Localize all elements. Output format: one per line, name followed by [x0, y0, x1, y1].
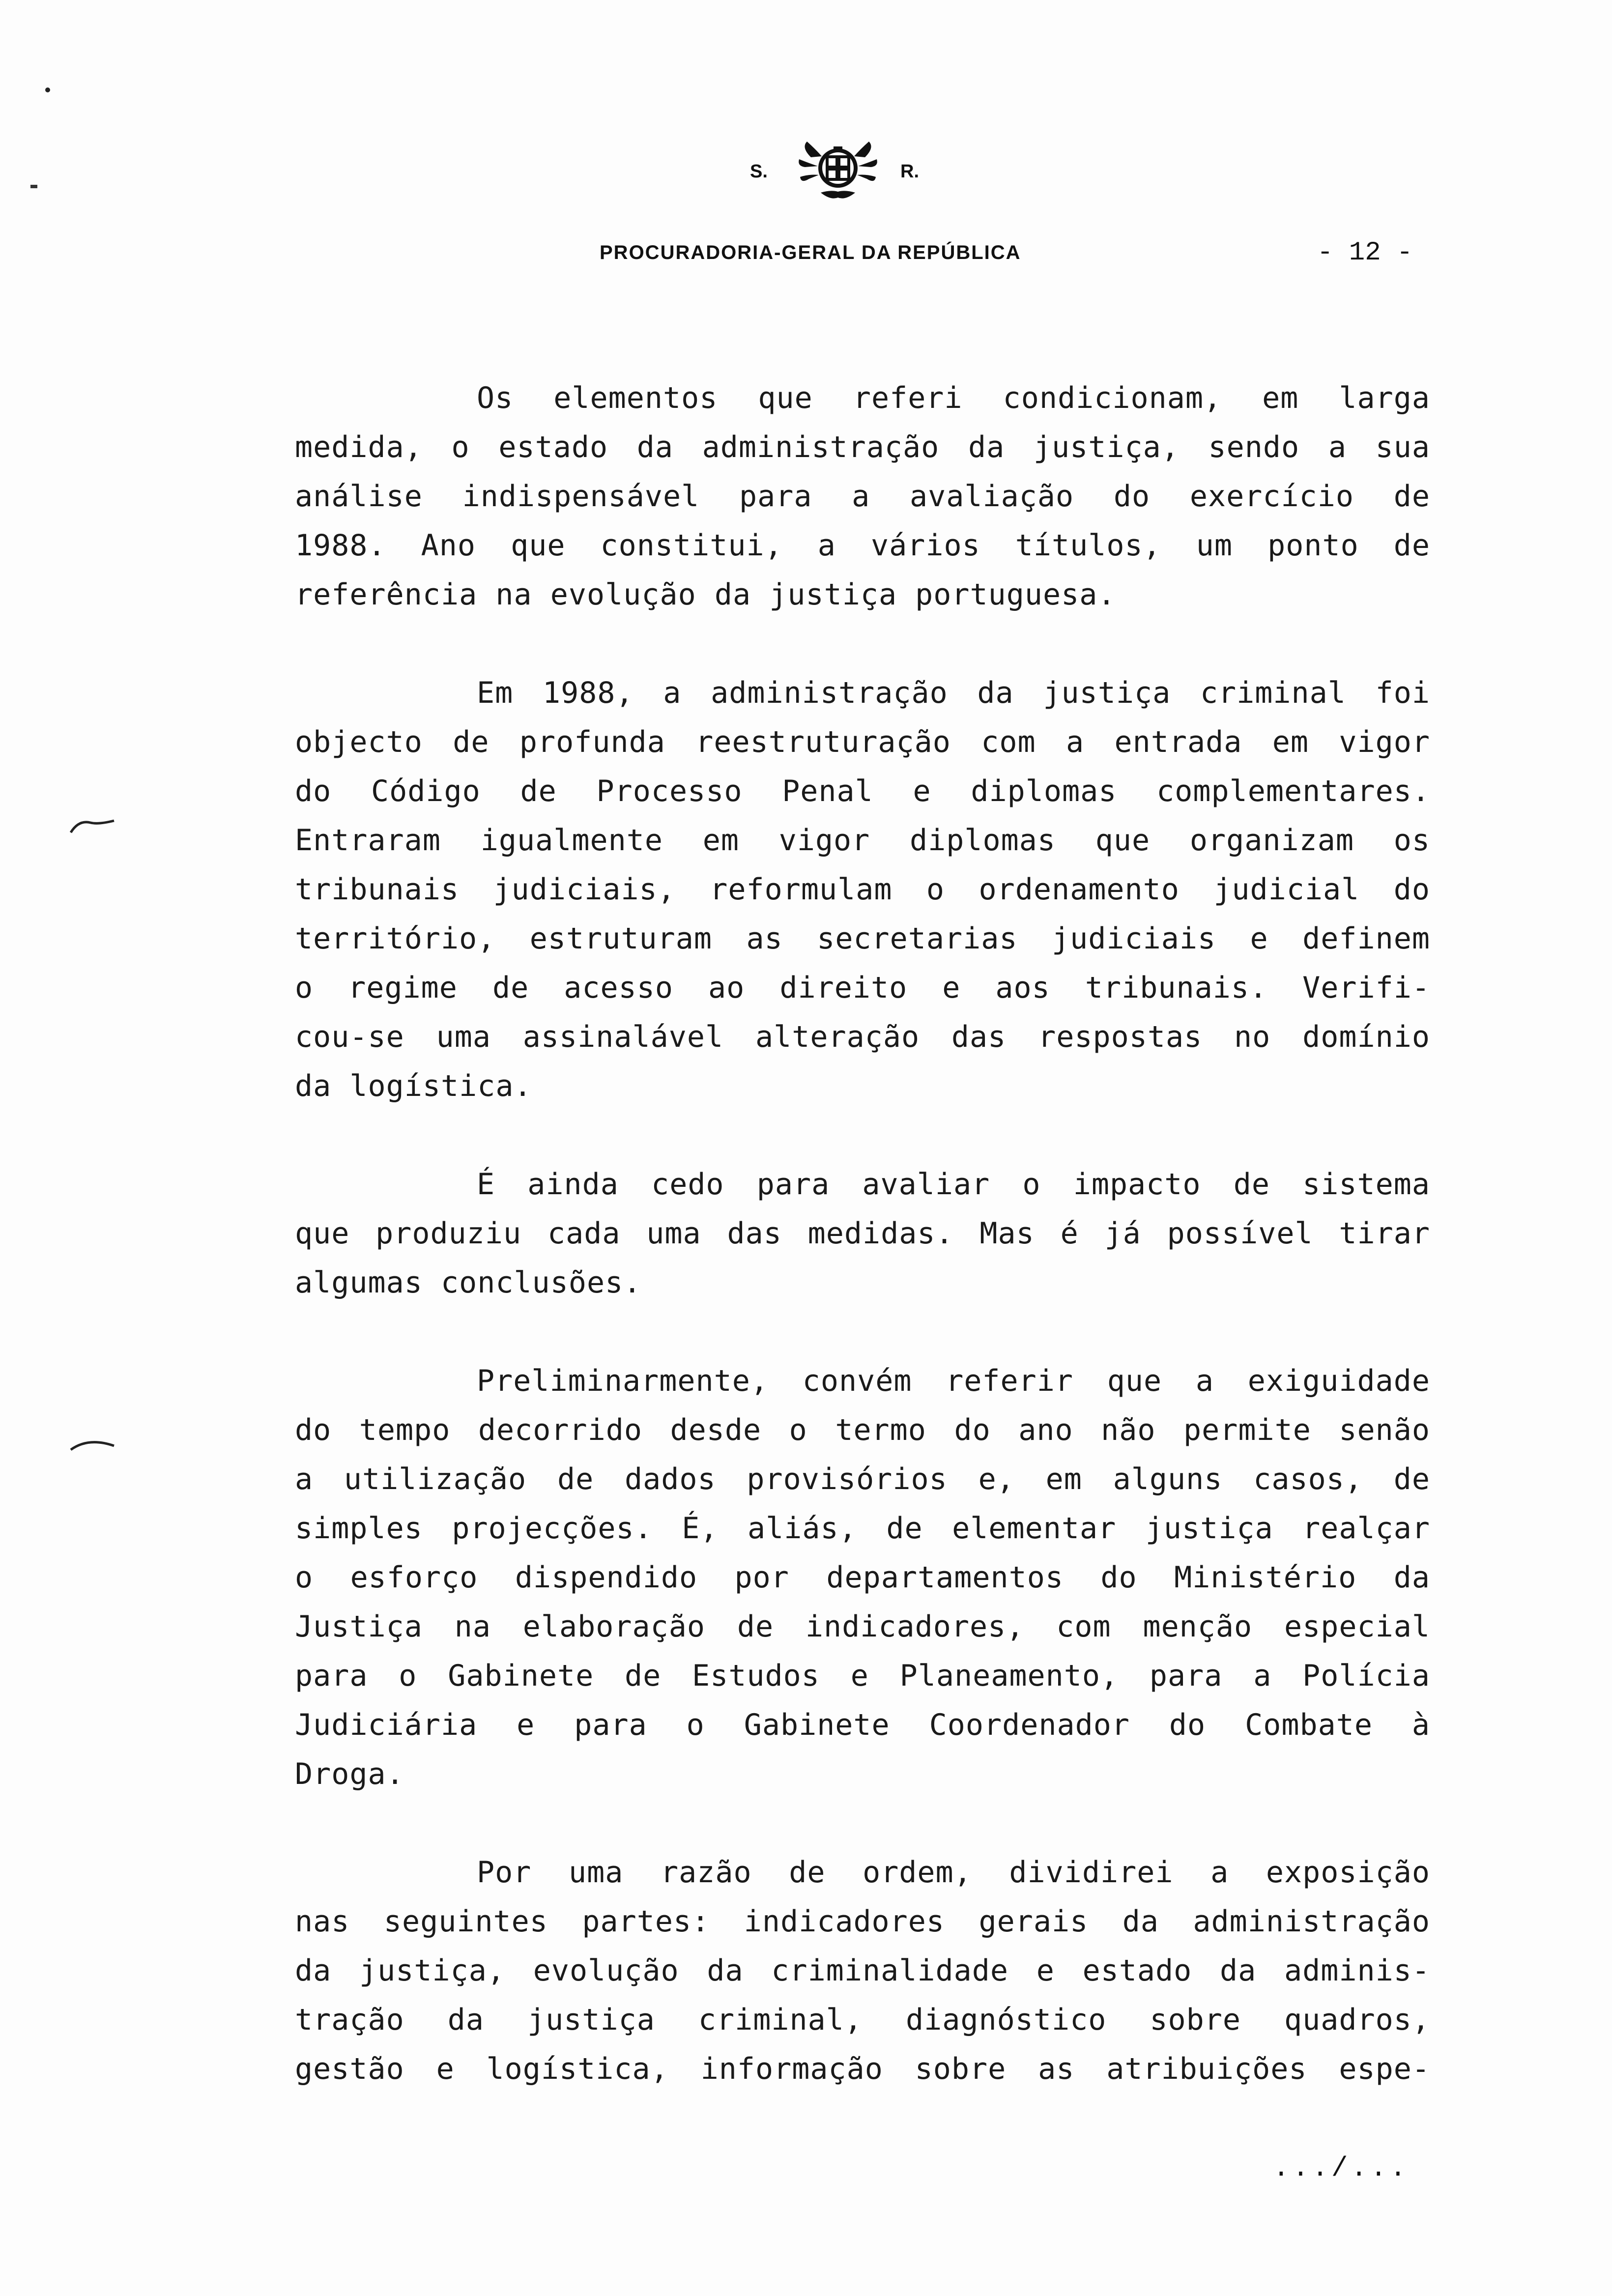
- paragraph-3: [295, 1160, 1430, 1307]
- text-line: algumas conclusões.: [295, 1265, 642, 1300]
- text-line: que produziu cada uma das medidas. Mas é já possível tirar: [295, 1216, 1430, 1251]
- text-line: do tempo decorrido desde o termo do ano não permite senão: [295, 1413, 1430, 1447]
- text-line: referência na evolução da justiça portuguesa.: [295, 577, 1116, 612]
- text-line: É ainda cedo para avaliar o impacto de sistema: [477, 1167, 1430, 1202]
- text-line: o esforço dispendido por departamentos do Ministério da: [295, 1560, 1430, 1595]
- continuation-marker: .../...: [1273, 2152, 1410, 2184]
- margin-mark-2: [69, 1435, 118, 1455]
- text-line: da logística.: [295, 1069, 532, 1103]
- text-line: tribunais judiciais, reformulam o ordenamento judicial do: [295, 872, 1430, 907]
- text-line: Droga.: [295, 1757, 404, 1791]
- text-line: objecto de profunda reestruturação com a entrada em vigor: [295, 725, 1430, 759]
- text-line: nas seguintes partes: indicadores gerais da administração: [295, 1904, 1430, 1939]
- letterhead-s: S.: [750, 161, 768, 182]
- text-line: 1988. Ano que constitui, a vários títulos, um ponto de: [295, 528, 1430, 563]
- text-line: cou-se uma assinalável alteração das respostas no domínio: [295, 1020, 1430, 1054]
- paragraph-1: [295, 373, 1430, 619]
- text-line: Judiciária e para o Gabinete Coordenador do Combate à: [295, 1708, 1430, 1742]
- text-line: Preliminarmente, convém referir que a exiguidade: [477, 1364, 1430, 1398]
- scan-dash: [30, 185, 37, 188]
- letterhead: [727, 133, 934, 206]
- page-number: - 12 -: [1317, 238, 1413, 268]
- paragraph-4: [295, 1356, 1430, 1799]
- text-line: território, estruturam as secretarias judiciais e definem: [295, 921, 1430, 956]
- paragraph-5: [295, 1848, 1430, 2094]
- text-line: da justiça, evolução da criminalidade e estado da adminis-: [295, 1953, 1430, 1988]
- text-line: Por uma razão de ordem, dividirei a exposição: [477, 1855, 1430, 1890]
- text-line: gestão e logística, informação sobre as atribuições espe-: [295, 2052, 1430, 2086]
- margin-mark-1: [69, 816, 118, 835]
- text-line: Em 1988, a administração da justiça criminal foi: [477, 676, 1430, 710]
- text-line: do Código de Processo Penal e diplomas complementares.: [295, 774, 1430, 808]
- text-line: para o Gabinete de Estudos e Planeamento, para a Polícia: [295, 1659, 1430, 1693]
- text-line: simples projecções. É, aliás, de elementar justiça realçar: [295, 1511, 1430, 1546]
- letterhead-r: R.: [900, 161, 919, 182]
- text-line: medida, o estado da administração da justiça, sendo a sua: [295, 430, 1430, 464]
- paragraph-2: [295, 668, 1430, 1111]
- text-line: análise indispensável para a avaliação do exercício de: [295, 479, 1430, 514]
- text-line: a utilização de dados provisórios e, em alguns casos, de: [295, 1462, 1430, 1496]
- text-line: o regime de acesso ao direito e aos tribunais. Verifi-: [295, 971, 1430, 1005]
- crest-icon: [796, 138, 880, 201]
- text-line: Entraram igualmente em vigor diplomas que organizam os: [295, 823, 1430, 858]
- text-line: tração da justiça criminal, diagnóstico sobre quadros,: [295, 2003, 1430, 2037]
- institution-name: PROCURADORIA-GERAL DA REPÚBLICA: [600, 242, 1021, 263]
- scan-dot: [45, 87, 50, 92]
- text-line: Justiça na elaboração de indicadores, com menção especial: [295, 1609, 1430, 1644]
- body-text: [295, 373, 1430, 2143]
- text-line: Os elementos que referi condicionam, em larga: [477, 381, 1430, 415]
